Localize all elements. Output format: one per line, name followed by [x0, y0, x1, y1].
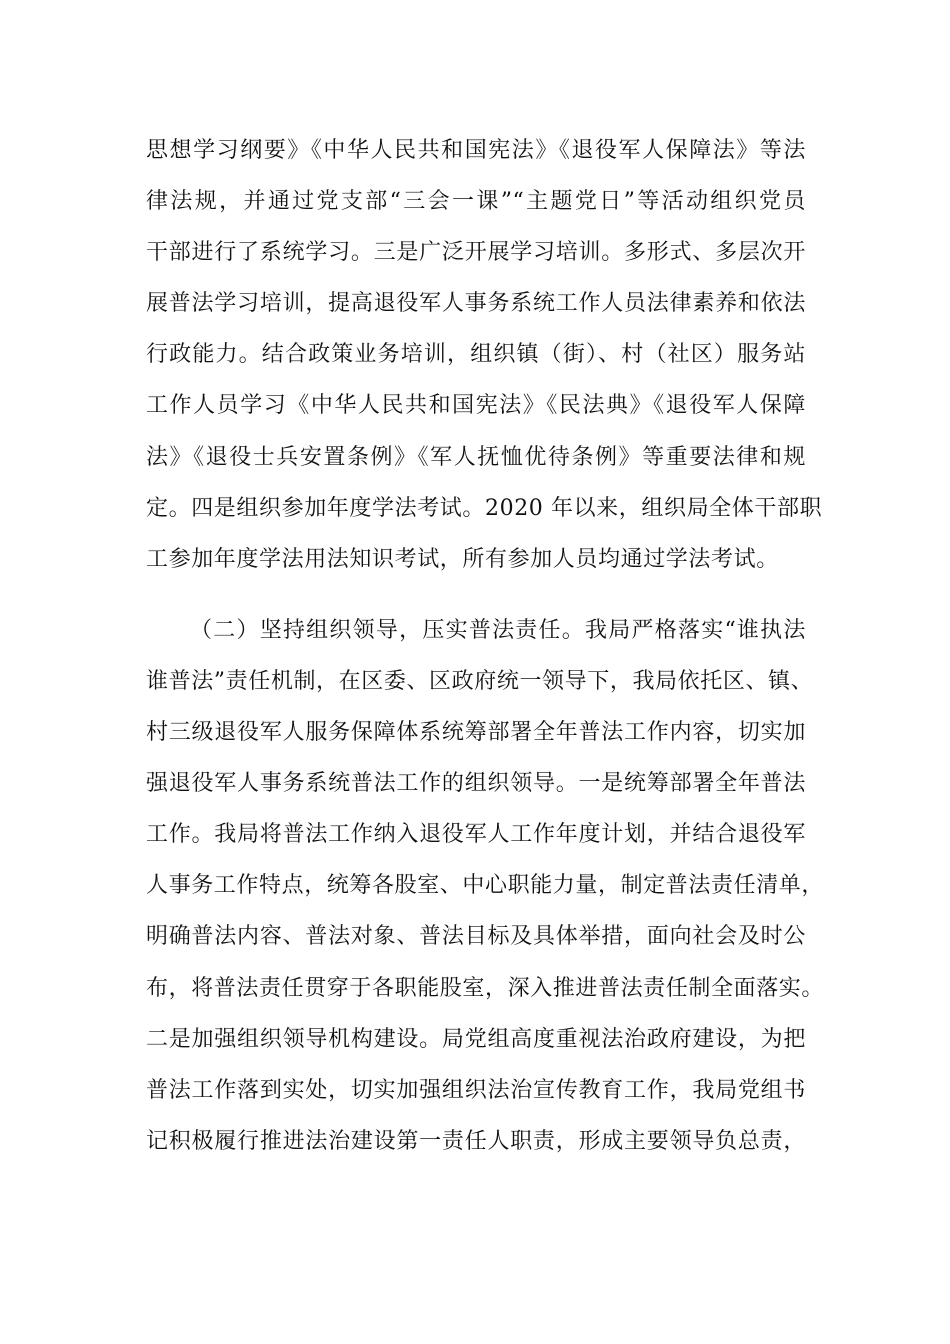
text-line: 普法工作落到实处，切实加强组织法治宣传教育工作，我局党组书	[146, 1077, 806, 1103]
text-line: 强退役军人事务系统普法工作的组织领导。一是统筹部署全年普法	[146, 771, 806, 797]
text-line: 法》《退役士兵安置条例》《军人抚恤优待条例》等重要法律和规	[146, 444, 806, 470]
text-line: 工参加年度学法用法知识考试，所有参加人员均通过学法考试。	[146, 546, 779, 572]
text-line: 村三级退役军人服务保障体系统筹部署全年普法工作内容，切实加	[146, 720, 806, 746]
text-line: 工作人员学习《中华人民共和国宪法》《民法典》《退役军人保障	[146, 393, 806, 419]
paragraph-2	[146, 611, 825, 1173]
text-line: 二是加强组织领导机构建设。局党组高度重视法治政府建设，为把	[146, 1026, 806, 1052]
text-line: 工作。我局将普法工作纳入退役军人工作年度计划，并结合退役军	[146, 822, 806, 848]
text-line: 行政能力。结合政策业务培训，组织镇（街）、村（社区）服务站	[146, 342, 806, 368]
text-line: 布，将普法责任贯穿于各职能股室，深入推进普法责任制全面落实。	[146, 975, 825, 1001]
text-line: 谁普法”责任机制，在区委、区政府统一领导下，我局依托区、镇、	[146, 668, 814, 694]
text-line: 记积极履行推进法治建设第一责任人职责，形成主要领导负总责，	[146, 1128, 806, 1154]
text-line: 定。四是组织参加年度学法考试。2020 年以来，组织局全体干部职	[146, 495, 823, 521]
text-line: 干部进行了系统学习。三是广泛开展学习培训。多形式、多层次开	[146, 240, 806, 266]
text-line: 思想学习纲要》《中华人民共和国宪法》《退役军人保障法》等法	[146, 138, 806, 163]
document-body	[146, 131, 825, 1173]
paragraph-1	[146, 131, 823, 591]
text-line: 展普法学习培训，提高退役军人事务系统工作人员法律素养和依法	[146, 291, 806, 317]
text-line: 人事务工作特点，统筹各股室、中心职能力量，制定普法责任清单，	[146, 873, 825, 899]
text-line: 明确普法内容、普法对象、普法目标及具体举措，面向社会及时公	[146, 924, 806, 950]
text-line: 律法规，并通过党支部“三会一课”“主题党日”等活动组织党员	[146, 189, 806, 215]
text-line: （二）坚持组织领导，压实普法责任。我局严格落实“谁执法	[190, 617, 806, 643]
paragraph-gap	[146, 591, 806, 611]
